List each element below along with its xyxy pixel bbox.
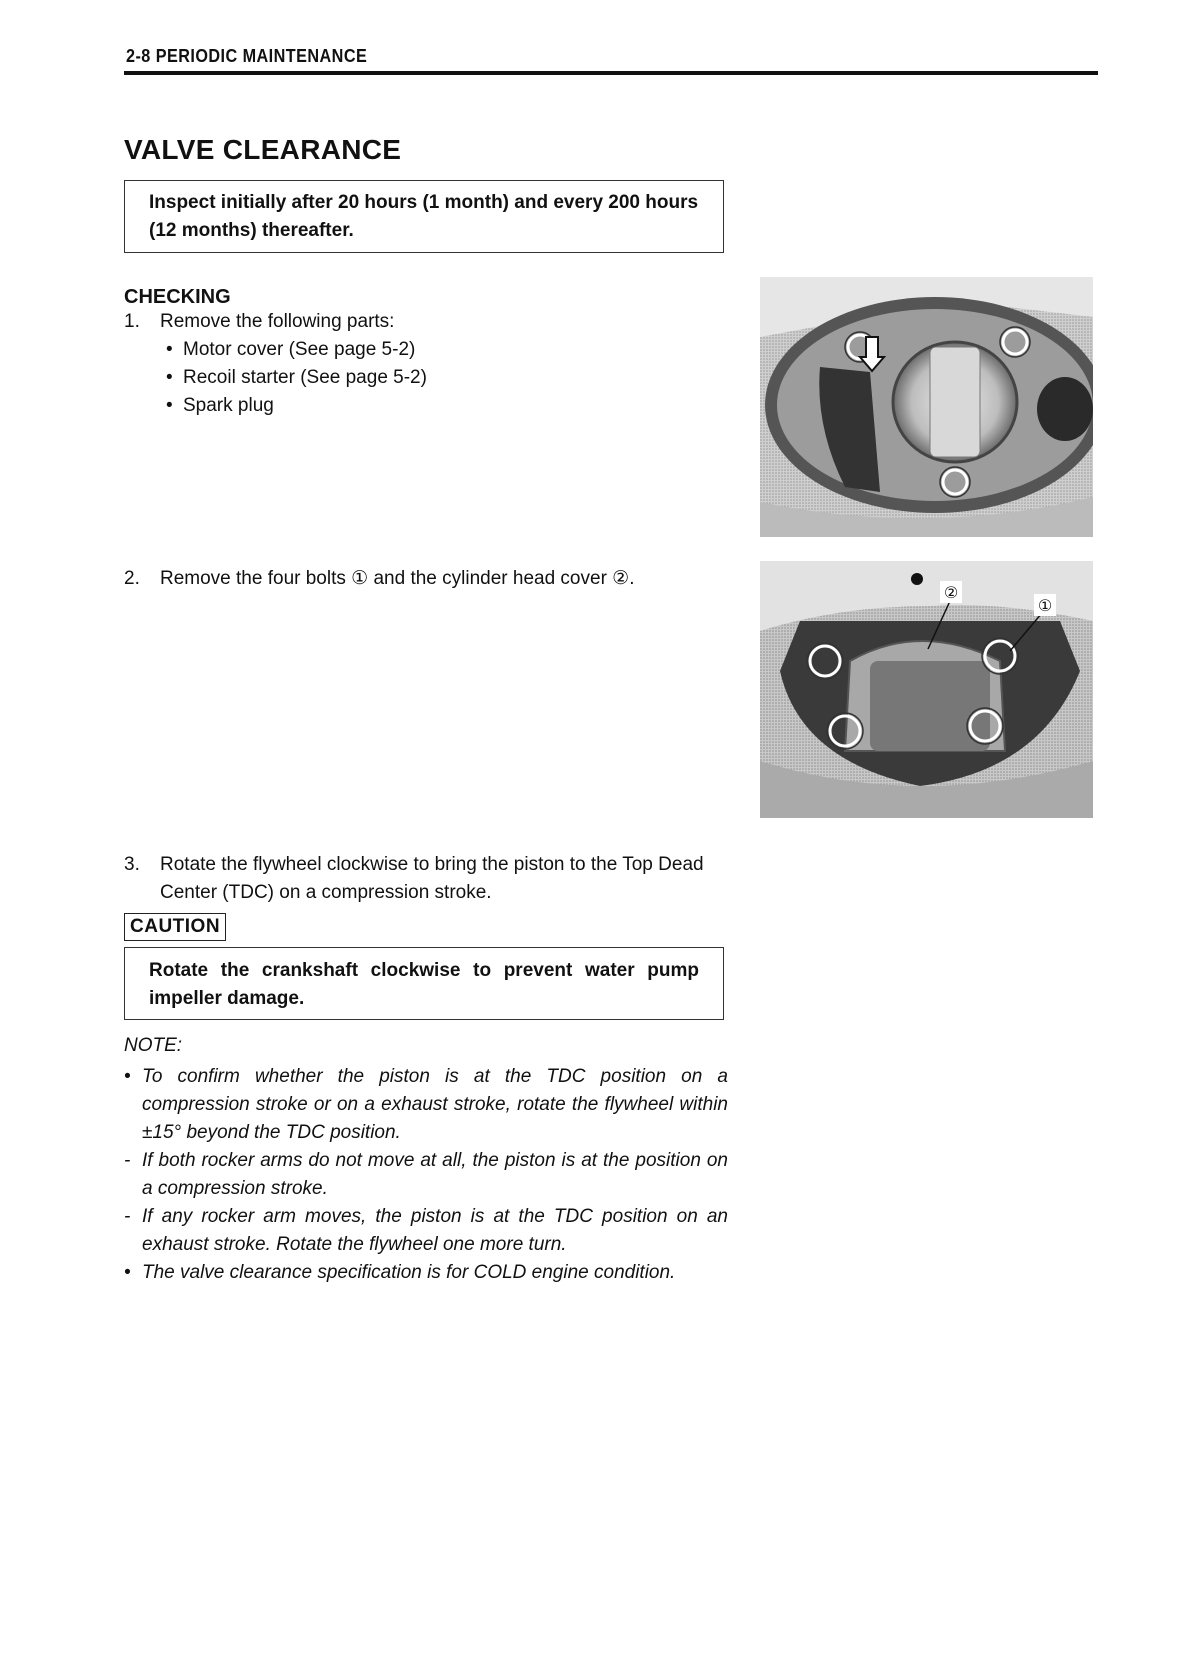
bolt-label: ① [1037, 596, 1053, 615]
note-item: - If any rocker arm moves, the piston is at the TDC position on an exhaust stroke. Rotate the flywheel one more turn. [124, 1206, 728, 1255]
caution-text: Rotate the crankshaft clockwise to prevent water pump impeller damage. [149, 960, 699, 1009]
caution-label: CAUTION [124, 913, 226, 941]
list-item: • Recoil starter (See page 5-2) [166, 364, 427, 392]
step-3 [124, 851, 734, 907]
list-item: • Spark plug [166, 392, 274, 420]
step-2 [124, 565, 734, 593]
step-text: Remove the four bolts ① and the cylinder head cover ②. [160, 568, 635, 589]
step-number: 3. [124, 854, 140, 875]
note-item: • The valve clearance specification is for COLD engine condition. [124, 1262, 676, 1283]
caution-box [124, 947, 724, 1020]
bullet-dot: • [166, 367, 173, 388]
cylinder-head-photo [760, 561, 1093, 818]
note-heading: NOTE: [124, 1035, 183, 1056]
bullet-dot: • [166, 339, 173, 360]
page-header: 2-8 PERIODIC MAINTENANCE [126, 46, 368, 66]
page-title: VALVE CLEARANCE [124, 134, 402, 165]
step-1 [124, 308, 734, 336]
step-number: 2. [124, 568, 140, 589]
cover-label: ② [943, 583, 959, 602]
note-item: • To confirm whether the piston is at the TDC position on a compression stroke or on a exhaust stroke, rotate the flywheel within ±15° beyond the TDC position. [124, 1066, 728, 1143]
interval-box [124, 180, 724, 253]
step-text: Rotate the flywheel clockwise to bring the piston to the Top Dead Center (TDC) on a compression stroke. [160, 854, 704, 903]
interval-text: Inspect initially after 20 hours (1 month) and every 200 hours (12 months) thereafter. [149, 192, 699, 241]
list-item: • Motor cover (See page 5-2) [166, 336, 415, 364]
header-rule [124, 71, 1098, 75]
step-number: 1. [124, 311, 140, 332]
note-item: - If both rocker arms do not move at all, the piston is at the position on a compression stroke. [124, 1150, 728, 1199]
bullet-dot: • [166, 395, 173, 416]
engine-top-photo [760, 277, 1093, 537]
step-text: Remove the following parts: [160, 311, 395, 332]
checking-heading: CHECKING [124, 286, 231, 308]
